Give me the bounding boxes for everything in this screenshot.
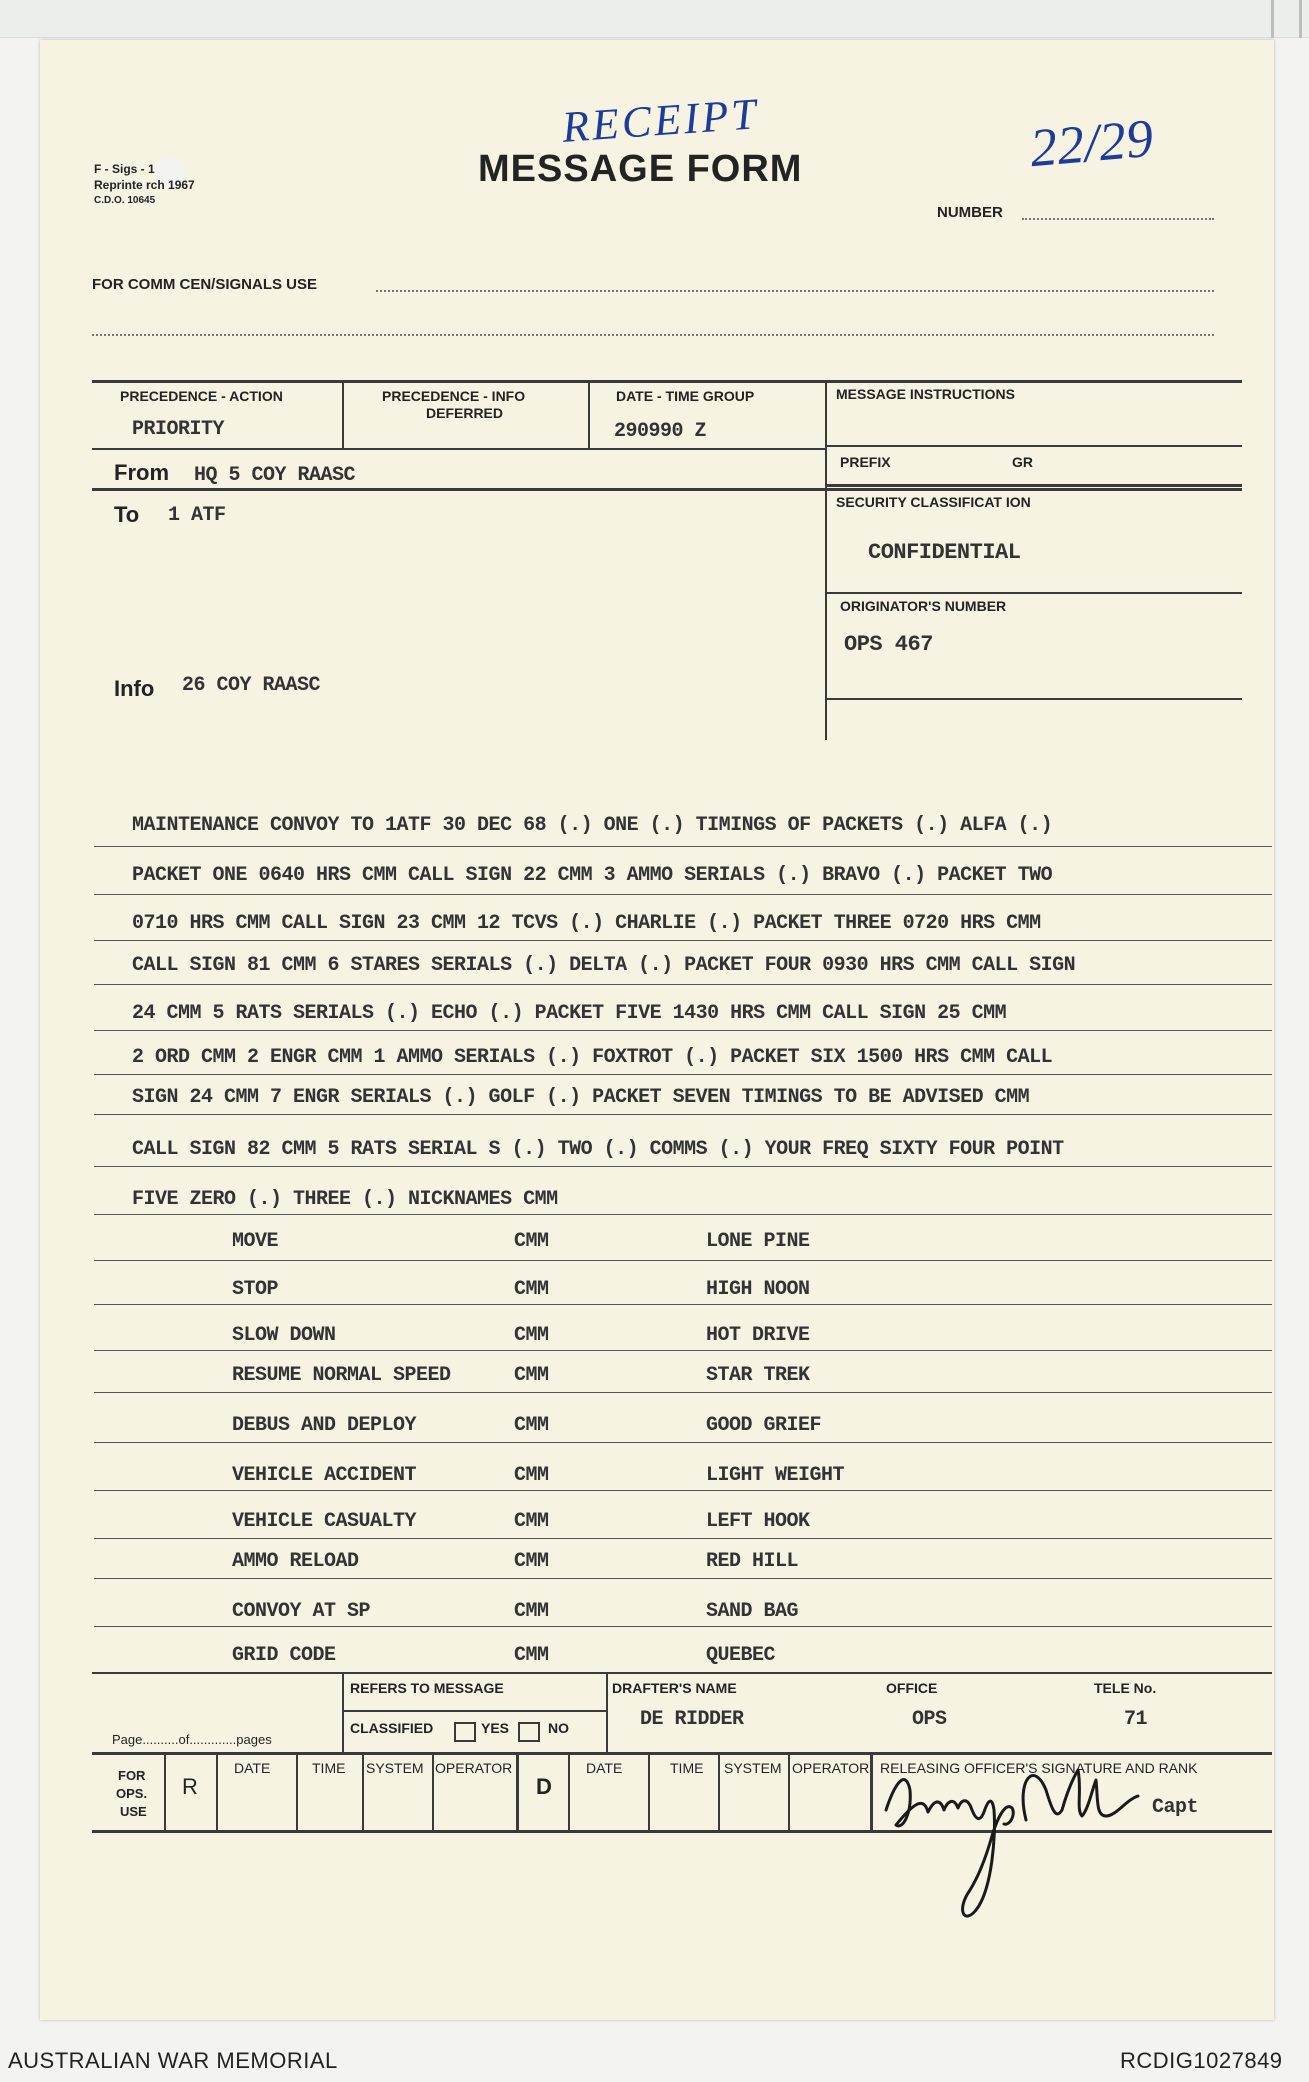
nickname-action: MOVE (232, 1230, 279, 1253)
tele-value: 71 (1124, 1708, 1148, 1731)
ruled-line (94, 940, 1272, 941)
divider (516, 1752, 519, 1830)
nickname-code: SAND BAG (706, 1600, 799, 1623)
rule (825, 484, 1242, 487)
rule (825, 445, 1242, 447)
for-ops-label: USE (120, 1804, 147, 1819)
divider (432, 1752, 434, 1830)
divider (870, 1752, 873, 1830)
comm-cen-label: FOR COMM CEN/SIGNALS USE (92, 276, 318, 293)
divider (788, 1752, 790, 1830)
credit-right: RCDIG1027849 (1120, 2048, 1283, 2073)
nickname-action: STOP (232, 1278, 279, 1301)
dtg-label: DATE - TIME GROUP (616, 388, 755, 404)
ruled-line (94, 1392, 1272, 1393)
body-line: MAINTENANCE CONVOY TO 1ATF 30 DEC 68 (.) ONE (.) TIMINGS OF PACKETS (.) ALFA (.) (132, 814, 1053, 837)
classified-label: CLASSIFIED (350, 1720, 434, 1736)
body-line: 2 ORD CMM 2 ENGR CMM 1 AMMO SERIALS (.) FOXTROT (.) PACKET SIX 1500 HRS CMM CALL (132, 1046, 1053, 1069)
nickname-code: STAR TREK (706, 1364, 810, 1387)
system-label: SYSTEM (724, 1760, 782, 1776)
nickname-code: HOT DRIVE (706, 1324, 810, 1347)
number-label: NUMBER (937, 204, 1003, 221)
nickname-code: GOOD GRIEF (706, 1414, 822, 1437)
from-value: HQ 5 COY RAASC (194, 464, 356, 487)
signature-image (876, 1740, 1176, 1940)
divider (362, 1752, 364, 1830)
credit-left: AUSTRALIAN WAR MEMORIAL (8, 2048, 338, 2073)
ruled-line (94, 1304, 1272, 1305)
rank-value: Capt (1152, 1796, 1199, 1819)
header-top-rule (92, 380, 1242, 383)
ruled-line (94, 1490, 1272, 1491)
time-label: TIME (670, 1760, 704, 1776)
ruled-line (94, 1030, 1272, 1031)
ruled-line (94, 1166, 1272, 1167)
divider (588, 380, 590, 448)
time-label: TIME (312, 1760, 346, 1776)
tele-label: TELE No. (1094, 1680, 1157, 1696)
reprint-date: Reprinte rch 1967 (94, 178, 195, 192)
info-label: Info (114, 676, 155, 701)
ruled-line (94, 846, 1272, 847)
r-label: R (182, 1774, 198, 1799)
precedence-info-label: PRECEDENCE - INFO (382, 388, 526, 404)
dtg-value: 290990 Z (614, 420, 707, 443)
divider (216, 1752, 218, 1830)
ruled-line (94, 1074, 1272, 1075)
rule (92, 488, 827, 490)
divider (568, 1752, 570, 1830)
divider (342, 1672, 344, 1752)
info-value: 26 COY RAASC (182, 674, 321, 697)
nickname-separator: CMM (514, 1510, 549, 1533)
nickname-code: LEFT HOOK (706, 1510, 810, 1533)
rule (825, 698, 1242, 700)
d-label: D (536, 1774, 552, 1799)
receipt-handwritten: RECEIPT (560, 89, 761, 152)
ruled-line (94, 1260, 1272, 1261)
nickname-separator: CMM (514, 1644, 549, 1667)
ruled-line (94, 1350, 1272, 1351)
divider (648, 1752, 650, 1830)
system-label: SYSTEM (366, 1760, 424, 1776)
to-value: 1 ATF (168, 504, 226, 527)
nickname-code: LIGHT WEIGHT (706, 1464, 845, 1487)
for-ops-label: OPS. (116, 1786, 148, 1801)
nickname-separator: CMM (514, 1414, 549, 1437)
nickname-separator: CMM (514, 1600, 549, 1623)
form-code: F - Sigs - 1 (94, 162, 155, 176)
nickname-separator: CMM (514, 1230, 549, 1253)
divider (825, 380, 827, 740)
nickname-action: RESUME NORMAL SPEED (232, 1364, 451, 1387)
operator-label: OPERATOR (792, 1760, 870, 1776)
ruled-line (94, 1214, 1272, 1215)
deferred-label: DEFERRED (426, 405, 504, 421)
number-dotted-line (1022, 218, 1214, 220)
nickname-separator: CMM (514, 1324, 549, 1347)
no-label: NO (548, 1720, 569, 1736)
body-line: 0710 HRS CMM CALL SIGN 23 CMM 12 TCVS (.) CHARLIE (.) PACKET THREE 0720 HRS CMM (132, 912, 1041, 935)
divider (606, 1672, 608, 1752)
drafter-value: DE RIDDER (640, 1708, 744, 1731)
divider (718, 1752, 720, 1830)
nickname-code: HIGH NOON (706, 1278, 810, 1301)
nickname-action: VEHICLE CASUALTY (232, 1510, 417, 1533)
refers-label: REFERS TO MESSAGE (350, 1680, 504, 1696)
nickname-action: AMMO RELOAD (232, 1550, 359, 1573)
nickname-separator: CMM (514, 1364, 549, 1387)
ruled-line (94, 1538, 1272, 1539)
top-strip (0, 0, 1309, 38)
ruled-line (94, 1442, 1272, 1443)
classified-no-checkbox[interactable] (518, 1722, 540, 1742)
office-value: OPS (912, 1708, 947, 1731)
nickname-separator: CMM (514, 1550, 549, 1573)
body-line: 24 CMM 5 RATS SERIALS (.) ECHO (.) PACKET FIVE 1430 HRS CMM CALL SIGN 25 CMM (132, 1002, 1007, 1025)
prefix-label: PREFIX (840, 454, 891, 470)
classified-yes-checkbox[interactable] (454, 1722, 476, 1742)
ruled-line (94, 984, 1272, 985)
rule (342, 1710, 606, 1712)
nickname-action: GRID CODE (232, 1644, 336, 1667)
operator-label: OPERATOR (435, 1760, 513, 1776)
message-form-sheet (40, 40, 1274, 2020)
body-line: CALL SIGN 82 CMM 5 RATS SERIAL S (.) TWO (.) COMMS (.) YOUR FREQ SIXTY FOUR POINT (132, 1138, 1064, 1161)
scan-edge-left (1271, 0, 1274, 38)
divider (164, 1752, 166, 1830)
nickname-action: VEHICLE ACCIDENT (232, 1464, 417, 1487)
nickname-action: DEBUS AND DEPLOY (232, 1414, 417, 1437)
form-title: MESSAGE FORM (478, 148, 803, 190)
office-label: OFFICE (886, 1680, 938, 1696)
yes-label: YES (481, 1720, 510, 1736)
originator-value: OPS 467 (844, 632, 933, 657)
date-label: DATE (234, 1760, 271, 1776)
ruled-line (94, 1114, 1272, 1115)
comm-cen-dotted-line-1 (376, 290, 1214, 292)
to-label: To (114, 502, 140, 527)
nickname-code: LONE PINE (706, 1230, 810, 1253)
page-label: Page..........of.............pages (112, 1732, 272, 1747)
cdo-number: C.D.O. 10645 (94, 195, 156, 206)
ruled-line (94, 1578, 1272, 1579)
ruled-line (94, 894, 1272, 895)
comm-cen-dotted-line-2 (92, 334, 1214, 336)
rule (92, 1672, 1272, 1674)
drafter-label: DRAFTER'S NAME (612, 1680, 737, 1696)
rule (92, 448, 827, 450)
nickname-code: RED HILL (706, 1550, 799, 1573)
message-instructions-label: MESSAGE INSTRUCTIONS (836, 386, 1015, 402)
precedence-action-value: PRIORITY (132, 418, 225, 441)
ruled-line (94, 1626, 1272, 1627)
nickname-separator: CMM (514, 1278, 549, 1301)
from-label: From (114, 460, 169, 485)
precedence-action-label: PRECEDENCE - ACTION (120, 388, 283, 404)
for-ops-label: FOR (118, 1768, 146, 1783)
nickname-code: QUEBEC (706, 1644, 776, 1667)
security-label: SECURITY CLASSIFICAT ION (836, 494, 1031, 510)
originator-label: ORIGINATOR'S NUMBER (840, 598, 1007, 614)
scan-edge-right (1299, 0, 1302, 38)
number-handwritten: 22/29 (1027, 107, 1156, 179)
rule (825, 592, 1242, 594)
divider (342, 380, 344, 448)
security-value: CONFIDENTIAL (868, 540, 1021, 565)
nickname-action: SLOW DOWN (232, 1324, 336, 1347)
nickname-separator: CMM (514, 1464, 549, 1487)
gr-label: GR (1012, 454, 1033, 470)
releasing-label: RELEASING OFFICER'S SIGNATURE AND RANK (880, 1760, 1198, 1776)
body-line: FIVE ZERO (.) THREE (.) NICKNAMES CMM (132, 1188, 558, 1211)
nickname-action: CONVOY AT SP (232, 1600, 371, 1623)
divider (296, 1752, 298, 1830)
body-line: SIGN 24 CMM 7 ENGR SERIALS (.) GOLF (.) PACKET SEVEN TIMINGS TO BE ADVISED CMM (132, 1086, 1030, 1109)
body-line: CALL SIGN 81 CMM 6 STARES SERIALS (.) DELTA (.) PACKET FOUR 0930 HRS CMM CALL SIGN (132, 954, 1076, 977)
date-label: DATE (586, 1760, 623, 1776)
body-line: PACKET ONE 0640 HRS CMM CALL SIGN 22 CMM 3 AMMO SERIALS (.) BRAVO (.) PACKET TWO (132, 864, 1053, 887)
